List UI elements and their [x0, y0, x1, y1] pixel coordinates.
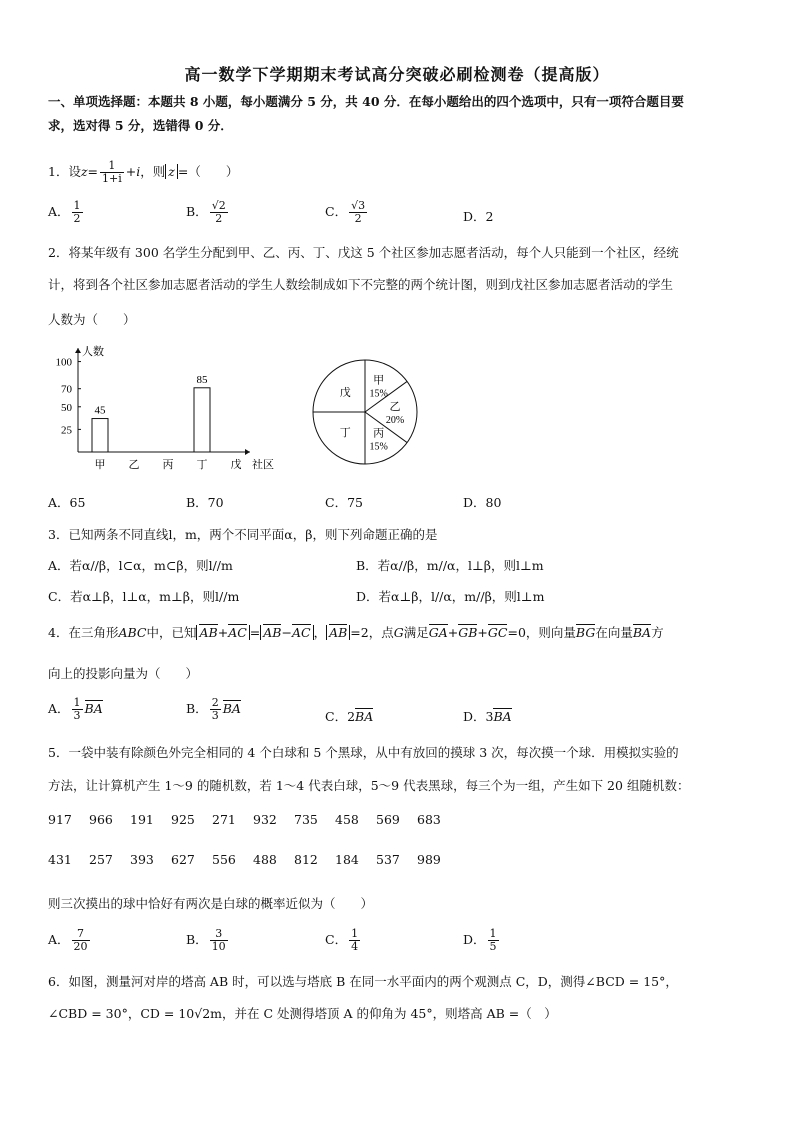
random-numbers-row-1: 917 966 191 925 271 932 735 458 569 683	[48, 812, 441, 827]
bar	[194, 388, 210, 452]
question-3-option-b[interactable]: B．若α//β，m//α，l⊥β，则l⊥m	[356, 558, 544, 573]
pie-slice-name: 乙	[389, 401, 401, 413]
y-axis-arrow	[75, 348, 81, 353]
question-2-option-a[interactable]: A．65	[48, 495, 86, 510]
section-header-line2: 求，选对得 5 分，选错得 0 分．	[48, 118, 233, 133]
pie-slice-percent: 20%	[385, 415, 405, 426]
question-4-option-c[interactable]: C．2BA	[325, 709, 374, 724]
section-header-line1: 一、单项选择题：本题共 8 小题，每小题满分 5 分，共 40 分．在每小题给出的四个选项中，只有一项符合题目要	[48, 94, 684, 109]
question-5-line2: 方法，让计算机产生 1～9 的随机数，若 1～4 代表白球，5～9 代表黑球，每三个为一组，产生如下 20 组随机数：	[48, 778, 690, 793]
x-tick-label: 乙	[128, 459, 140, 471]
question-1-option-b[interactable]: B． $\frac{√2}{2}$	[186, 199, 226, 225]
question-2-option-b[interactable]: B．70	[186, 495, 224, 510]
question-1-option-c[interactable]: C． $\frac{√3}{2}$	[325, 199, 366, 225]
pie-slice-name: 甲	[373, 374, 385, 387]
question-3-stem: 3．已知两条不同直线l，m，两个不同平面α，β，则下列命题正确的是	[48, 527, 438, 542]
pie-slice-name: 丁	[339, 426, 351, 439]
question-4-line1: 4．在三角形ABC中，已知 AB+AC = AB−AC ， AB =2，点G满足GA+GB+GC=0，则向量BG在向量BA方	[48, 625, 664, 640]
pie-slice-name: 戊	[339, 387, 351, 400]
pie-slice-name: 丙	[373, 427, 385, 440]
x-axis-arrow	[245, 449, 250, 455]
pie-slice-percent: 15%	[369, 441, 388, 453]
question-3-option-a[interactable]: A．若α//β，l⊂α，m⊂β，则l//m	[48, 558, 233, 573]
y-tick-label: 50	[61, 401, 72, 414]
question-5-line3: 则三次摸出的球中恰好有两次是白球的概率近似为（ ）	[48, 896, 374, 911]
bar-value-label: 85	[196, 373, 208, 386]
random-numbers-row-2: 431 257 393 627 556 488 812 184 537 989	[48, 852, 441, 867]
question-6-line1: 6．如图，测量河对岸的塔高 AB 时，可以选与塔底 B 在同一水平面内的两个观测点 C，D，测得∠BCD = 15°，	[48, 974, 678, 989]
bar	[92, 419, 108, 452]
question-2-option-c[interactable]: C．75	[325, 495, 363, 510]
question-3-option-d[interactable]: D．若α⊥β，l//α，m//β，则l⊥m	[356, 589, 545, 604]
pie-chart	[305, 352, 425, 472]
question-5-option-b[interactable]: B． $\frac{3}{10}$	[186, 927, 226, 953]
question-2-line3: 人数为（ ）	[48, 312, 136, 327]
bar-chart	[40, 340, 290, 480]
question-3-option-c[interactable]: C．若α⊥β，l⊥α，m⊥β，则l//m	[48, 589, 240, 604]
question-4-line2: 向上的投影向量为（ ）	[48, 666, 199, 681]
fraction: $\frac{1}{1+i}$	[102, 159, 122, 185]
question-5-line1: 5．一袋中装有除颜色外完全相同的 4 个白球和 5 个黑球，从中有放回的摸球 3 次，每次摸一个球．用模拟实验的	[48, 745, 679, 760]
question-5-option-d[interactable]: D． $\frac{1}{5}$	[463, 927, 497, 953]
y-axis-label: 人数	[82, 346, 104, 358]
question-1-option-d[interactable]: D．2	[463, 209, 494, 224]
y-tick-label: 70	[61, 383, 72, 396]
y-tick-label: 100	[55, 356, 72, 369]
x-tick-label: 戊	[230, 459, 242, 471]
pie-slice-percent: 15%	[369, 388, 388, 400]
question-2-line2: 计，将到各个社区参加志愿者活动的学生人数绘制成如下不完整的两个统计图，则到戊社区参加志愿者活动的学生	[48, 277, 674, 292]
question-2-line1: 2．将某年级有 300 名学生分配到甲、乙、丙、丁、戊这 5 个社区参加志愿者活动，每个人只能到一个社区，经统	[48, 245, 679, 260]
y-tick-label: 25	[61, 424, 72, 437]
page-title: 高一数学下学期期末考试高分突破必刷检测卷（提高版）	[184, 65, 610, 84]
question-4-option-d[interactable]: D．3BA	[463, 709, 512, 724]
question-5-option-a[interactable]: A． $\frac{7}{20}$	[48, 927, 88, 953]
x-axis-label: 社区	[252, 459, 274, 471]
question-1-stem: 1．设z= $\frac{1}{1+i}$ +i，则 z =（ ）	[48, 159, 239, 185]
x-tick-label: 甲	[94, 459, 106, 471]
x-tick-label: 丁	[196, 459, 208, 471]
question-4-option-a[interactable]: A． $\frac{1}{3}$ BA	[48, 696, 103, 722]
bar-value-label: 45	[94, 404, 106, 417]
question-2-option-d[interactable]: D．80	[463, 495, 502, 510]
question-4-option-b[interactable]: B． $\frac{2}{3}$ BA	[186, 696, 241, 722]
question-1-option-a[interactable]: A． $\frac{1}{2}$	[48, 199, 81, 225]
x-tick-label: 丙	[162, 459, 174, 471]
question-6-line2: ∠CBD = 30°，CD = 10√2m，并在 C 处测得塔顶 A 的仰角为 45°，则塔高 AB =（ ）	[48, 1006, 557, 1021]
question-5-option-c[interactable]: C． $\frac{1}{4}$	[325, 927, 359, 953]
